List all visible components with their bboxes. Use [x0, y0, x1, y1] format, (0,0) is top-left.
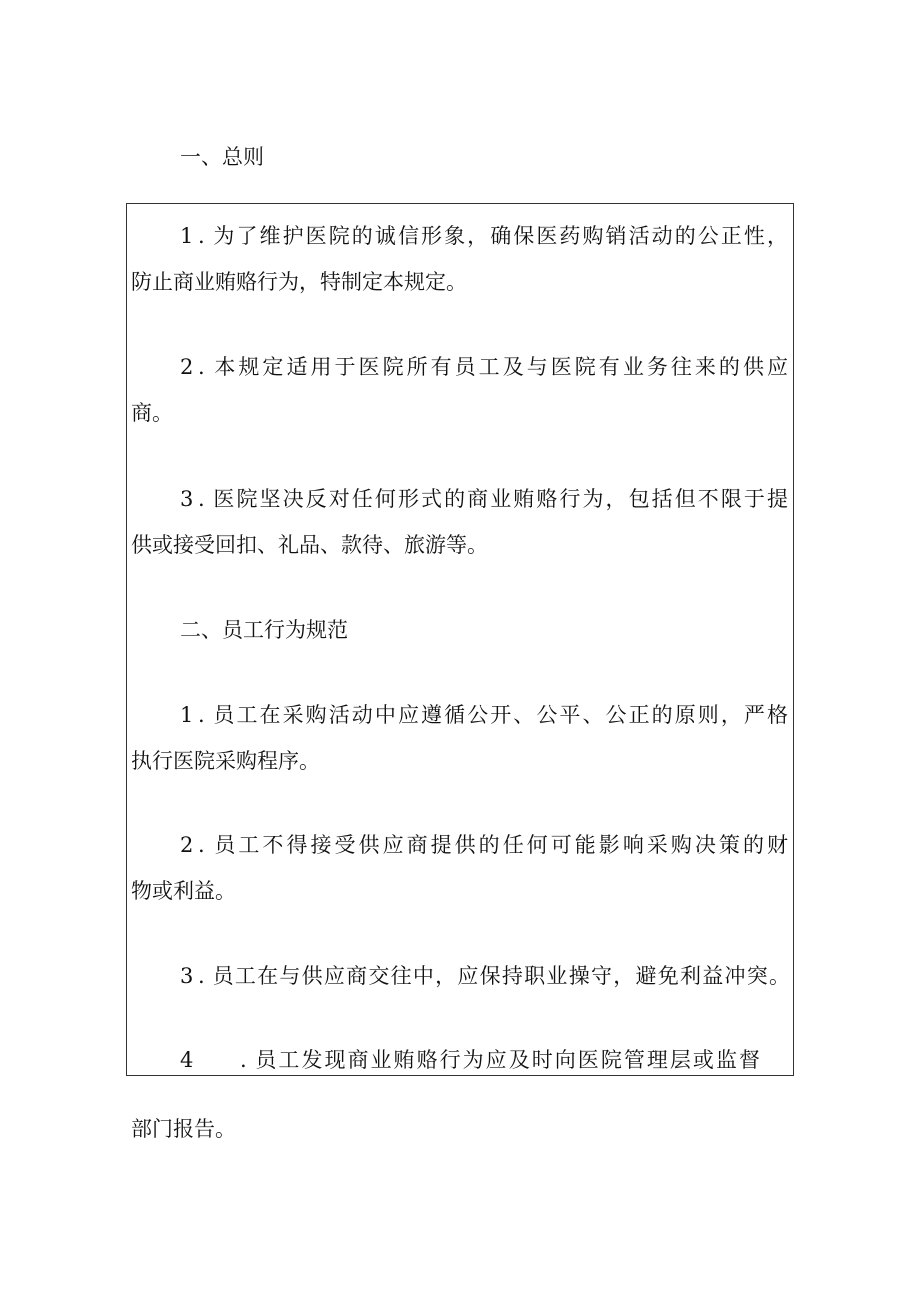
item-number: 2 [180, 355, 194, 379]
paragraph-line: 商。 [131, 401, 173, 425]
paragraph-line: 部门报告。 [131, 1117, 236, 1141]
item-number: 3 [180, 964, 194, 988]
paragraph-line: 防止商业贿赂行为，特制定本规定。 [131, 270, 467, 294]
paragraph-line: . 为了维护医院的诚信形象，确保医药购销活动的公正性， [198, 224, 788, 248]
item-number: 4 [180, 1048, 194, 1072]
item-number: 2 [180, 833, 194, 857]
paragraph-line: 执行医院采购程序。 [131, 749, 320, 773]
item-number: 3 [180, 487, 194, 511]
paragraph-line: 物或利益。 [131, 879, 236, 903]
paragraph-line: . 医院坚决反对任何形式的商业贿赂行为，包括但不限于提 [198, 487, 788, 511]
paragraph-line: . 员工在与供应商交往中，应保持职业操守，避免利益冲突。 [198, 964, 790, 988]
item-number: 1 [180, 224, 194, 248]
paragraph-line: . 员工发现商业贿赂行为应及时向医院管理层或监督 [240, 1048, 760, 1072]
item-number: 1 [180, 703, 194, 727]
paragraph-line: . 本规定适用于医院所有员工及与医院有业务往来的供应 [198, 355, 788, 379]
section-1-heading: 一、总则 [180, 145, 264, 169]
section-2-heading: 二、员工行为规范 [180, 618, 348, 642]
paragraph-line: . 员工不得接受供应商提供的任何可能影响采购决策的财 [198, 833, 788, 857]
paragraph-line: . 员工在采购活动中应遵循公开、公平、公正的原则，严格 [198, 703, 788, 727]
paragraph-line: 供或接受回扣、礼品、款待、旅游等。 [131, 533, 488, 557]
